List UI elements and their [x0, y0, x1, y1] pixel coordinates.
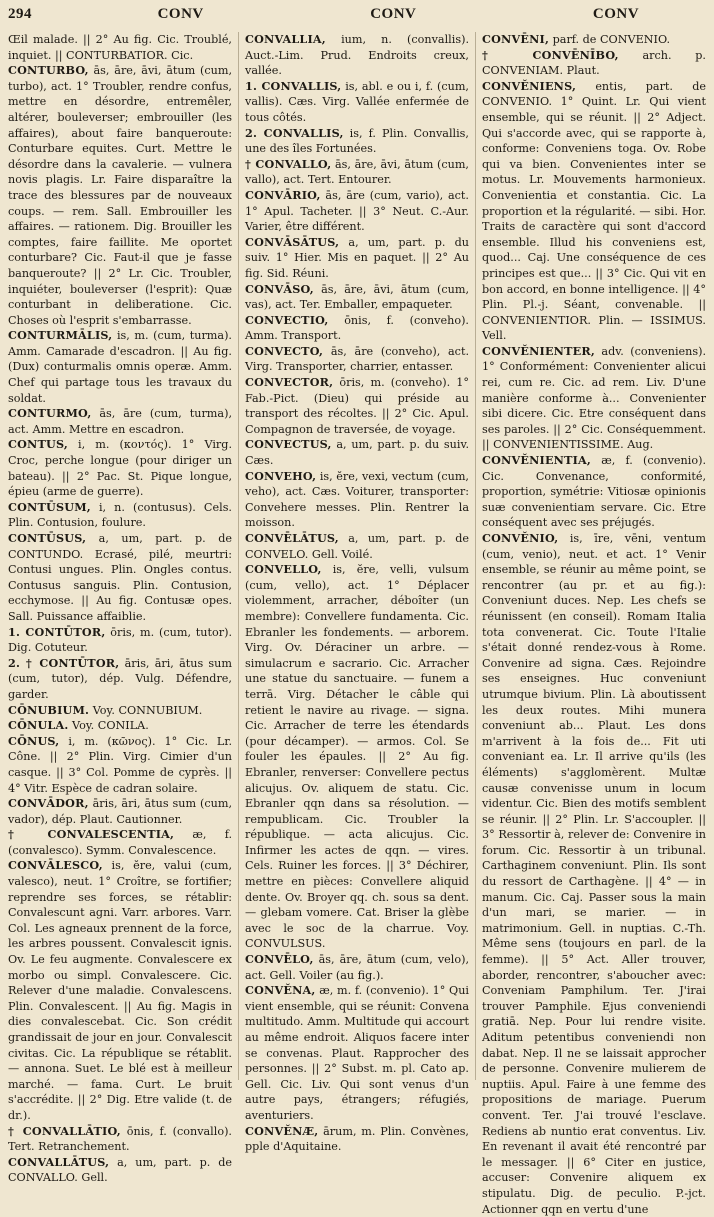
entry-definition: æ, f. (convalesco). Symm. Convalescence.: [8, 828, 232, 857]
dictionary-entry: [8, 734, 232, 796]
entry-headword: CONVECTUS,: [245, 437, 332, 452]
column-right: [475, 32, 707, 1216]
entry-headword: CONTURMO,: [8, 406, 92, 421]
dictionary-entry: [8, 796, 232, 827]
entry-definition: is, ĕre, valui (cum, valesco), neut. 1° Croître, se fortifier; reprendre ses forces, se rétablir: Convalescunt agni. Varr. arbores. Varr. Col. Les agneaux prennent de la force, les arbres poussent. Convalescit ignis. Ov. Le feu augmente. Convalescere ex morbo ou simpl. Convalescere. Cic. Relever d'une maladie. Convalescens. Plin. Convalescent. || Au fig. Magis in dies convalescebat. Cic. Son crédit grandissait de jour en jour. Convalescit civitas. Cic. La république se rétablit. — annona. Suet. Le blé est à meilleur marché. — fama. Curt. Le bruit s'accrédite. || 2° Dig. Etre valide (t. de dr.).: [8, 859, 233, 1122]
dictionary-entry: [482, 344, 706, 453]
dictionary-entry: [245, 469, 469, 531]
entry-headword: CONTURBO,: [8, 63, 89, 78]
page-number: 294: [8, 6, 32, 22]
entry-headword: CONVĔNIO,: [482, 531, 559, 545]
entry-headword: CONTŪSUM,: [8, 499, 91, 514]
entry-headword: CONVĀLESCO,: [8, 858, 103, 873]
entry-headword: 2. † CONTŪTOR,: [8, 655, 120, 670]
entry-headword: CONTURMĀLIS,: [8, 328, 113, 343]
entry-definition: is, f. Plin. Convallis, une des îles Fortunées.: [245, 126, 469, 156]
entry-definition: parf. de CONVENIO.: [552, 33, 671, 46]
dictionary-entry: [8, 63, 232, 328]
entry-headword: † CONVALLĀTIO,: [8, 1123, 121, 1138]
running-head-right: CONV: [592, 6, 640, 22]
dictionary-entry: [8, 1155, 232, 1186]
dictionary-entry: [8, 437, 232, 499]
entry-definition: i, n. (contusus). Cels. Plin. Contusion, foulure.: [8, 500, 232, 530]
entry-definition: arch. p. CONVENIAM. Plaut.: [482, 48, 706, 78]
dictionary-entry: [8, 858, 232, 1123]
dictionary-entry: [245, 188, 469, 235]
entry-headword: 1. CONTŪTOR,: [8, 624, 106, 639]
dictionary-entry: [8, 500, 232, 531]
dictionary-entry: [245, 1124, 469, 1155]
dictionary-entry: [482, 48, 706, 79]
dictionary-entry: [245, 375, 469, 437]
dictionary-entry: [245, 282, 469, 313]
entry-headword: CONVECTOR,: [245, 375, 334, 390]
entry-definition: a, um, part. p. de CONTUNDO. Ecrasé, pilé, meurtri: Contusi ungues. Plin. Ongles contus. Contusus sanguis. Plin. Contusion, ecchymose. || Au fig. Contusæ opes. Sall. Puissance affaiblie.: [8, 532, 232, 623]
dictionary-entry: [8, 703, 232, 719]
entry-definition: āris, āri, ātus sum (cum, vador), dép. Plaut. Cautionner.: [8, 797, 232, 826]
entry-headword: 2. CONVALLIS,: [245, 125, 344, 140]
dictionary-entry: [8, 531, 232, 625]
entry-headword: CONTUS,: [8, 437, 68, 452]
entry-definition: is, m. (cum, turma). Amm. Camarade d'escadron. || Au fig. (Dux) conturmalis omnis operæ. Amm. Chef qui partage tous les travaux du soldat.: [8, 329, 232, 405]
entry-headword: CONVĒLO,: [245, 952, 314, 967]
entry-headword: CONVĔNÆ,: [245, 1123, 319, 1138]
entry-headword: CONVĒLĀTUS,: [245, 531, 339, 545]
entry-definition: is, ĕre, velli, vulsum (cum, vello), act. 1° Déplacer violemment, arracher, déboîter (un membre): Convellere fundamenta. Cic. Ebranler les fondements. — arborem. Virg. Ov. Déraciner un arbre. — simulacrum e sacrario. Cic. Arracher une statue du sanctuaire. — funem a terrā. Virg. Détacher le câble qui retient le navire au rivage. — signa. Cic. Arracher de terre les étendards (pour décamper). — armos. Col. Se fouler les épaules. || 2° Au fig. Ebranler, renverser: Convellere pectus alicujus. Ov. aliquem de statu. Cic. Ebranler qqn dans sa résolution. — rempublicam. Cic. Troubler la république. — acta alicujus. Cic. Infirmer les actes de qqn. — vires. Cels. Ruiner les forces. || 3° Déchirer, mettre en pièces: Convellere aliquid dente. Ov. Broyer qq. ch. sous sa dent. — glebam vomere. Cat. Briser la glèbe avec le soc de la charrue. Voy. CONVULSUS.: [245, 563, 469, 951]
entry-definition: ōnis, f. (convallo). Tert. Retranchement.: [8, 1124, 232, 1154]
entry-headword: † CONVALLO,: [245, 156, 332, 171]
entry-headword: CONVEHO,: [245, 468, 317, 483]
entry-headword: CONVĔNIENS,: [482, 78, 577, 93]
entry-headword: CŌNUS,: [8, 733, 60, 748]
entry-definition: ōris, m. (conveho). 1° Fab.-Pict. (Dieu) qui préside au transport des récoltes. || 2° Cic. Apul. Compagnon de traversée, de voyage.: [245, 376, 469, 436]
entry-definition: is, īre, vēni, ventum (cum, venio), neut. et act. 1° Venir ensemble, se réunir au même point, se rencontrer (au pr. et au fig.): Conveniunt duces. Nep. Les chefs se réunissent (en conseil). Romam Italia tota convenerat. Cic. Toute l'Italie s'était donné rendez-vous à Rome. Convenire ad signa. Cæs. Rejoindre ses enseignes. Huc conveniunt utrumque bivium. Plin. Là aboutissent les deux routes. Mihi munera conveniunt ab... Plaut. Les dons m'arrivent à la fois de... Fit uti conveniant ea. Lr. Il arrive qu'ils (les éléments) s'agglomèrent. Multæ causæ convenisse unum in locum videntur. Cic. Bien des motifs semblent se réunir. || 2° Plin. Lr. S'accoupler. || 3° Ressortir à, relever de: Convenire in forum. Cic. Ressortir à un tribunal. Carthaginem conveniunt. Plin. Ils sont du ressort de Carthagène. || 4° — in manum. Cic. Caj. Passer sous la main d'un mari, se marier. — in matrimonium. Gell. in nuptias. C.-Th. Même sens (toujours en parl. de la femme). || 5° Act. Aller trouver, aborder, rencontrer, s'aboucher avec: Conveniam Pamphilum. Ter. J'irai trouver Pamphile. Ejus conveniendi gratiā. Nep. Pour lui rendre visite. Aditum petentibus conveniendi non dabat. Nep. Il ne se laissait approcher de personne. Convenire mulierem de nuptiis. Apul. Faire à une femme des propositions de mariage. Puerum convent. Ter. J'ai trouvé l'esclave. Rediens ab nuntio erat conventus. Liv. En revenant il avait été rencontré par le messager. || 6° Citer en justice, accuser: Convenire aliquem ex stipulatu. Dig. de peculio. P.-jct. Actionner qqn en vertu d'une: [482, 532, 707, 1216]
entry-definition: is, abl. e ou i, f. (cum, vallis). Cæs. Virg. Vallée enfermée de tous côtés.: [245, 79, 469, 124]
entry-headword: CONVĀDOR,: [8, 796, 89, 811]
entry-definition: a, um, part. p. du suiv. 1° Hier. Mis en paquet. || 2° Au fig. Sid. Réuni.: [245, 235, 469, 280]
dictionary-entry: [245, 437, 469, 468]
entry-definition: ōnis, f. (conveho). Amm. Transport.: [245, 313, 469, 343]
dictionary-entry: [245, 157, 469, 188]
entry-headword: CONVĔNA,: [245, 983, 316, 998]
dictionary-entry: [245, 235, 469, 282]
entry-headword: CŌNULA.: [8, 718, 69, 733]
entry-definition: ās, āre, āvi, ātum (cum, vas), act. Ter. Emballer, empaqueter.: [245, 282, 469, 312]
entry-headword: CONVALLĀTUS,: [8, 1154, 110, 1169]
entry-headword: CŌNUBIUM.: [8, 702, 90, 717]
entry-definition: ās, āre, āvi, ātum (cum, vallo), act. Tert. Entourer.: [245, 157, 469, 187]
entry-definition: Voy. CONNUBIUM.: [92, 703, 203, 717]
dictionary-entry: [8, 406, 232, 437]
entry-headword: 1. CONVALLIS,: [245, 78, 342, 93]
dictionary-entry: [8, 718, 232, 734]
dictionary-entry: [8, 656, 232, 703]
entry-headword: † CONVĒNĪBO,: [482, 47, 619, 62]
entry-definition: entis, part. de CONVENIO. 1° Quint. Lr. Qui vient ensemble, qui se réunit. || 2° Adject. Qui s'accorde avec, qui se rapporte à, conforme: Conveniens toga. Ov. Robe qui va bien. Convenientes inter se motus. Lr. Mouvements harmonieux. Convenientia et constantia. Cic. La proportion et la régularité. — sibi. Hor. Traits de caractère qui sont d'accord ensemble. Illud his conveniens est, quod... Caj. Une conséquence de ces principes est que... || 3° Cic. Qui vit en bon accord, en bonne intelligence. || 4° Plin. Pl.-j. Séant, convenable. || CONVENIENTIOR. Plin. — ISSIMUS. Vell.: [482, 79, 706, 343]
entry-definition: æ, m. f. (convenio). 1° Qui vient ensemble, qui se réunit: Convena multitudo. Amm. Multitude qui accourt au même endroit. Aliquos facere inter se convenas. Plaut. Rapprocher des personnes. || 2° Subst. m. pl. Cato ap. Gell. Cic. Liv. Qui sont venus d'un autre pays, étrangers; réfugiés, aventuriers.: [245, 984, 469, 1122]
running-head-left: CONV: [157, 6, 204, 22]
entry-definition: a, um, part. p. de CONVELO. Gell. Voilé.: [245, 532, 469, 561]
running-head-center: CONV: [370, 6, 417, 22]
entry-definition: ium, n. (convallis). Auct.-Lim. Prud. Endroits creux, vallée.: [245, 33, 469, 78]
entry-definition: adv. (conveniens). 1° Conformément: Convenienter alicui rei, cum re. Cic. ad rem. Liv. D'une manière conforme à... Convenienter sibi dicere. Cic. Etre conséquent dans ses paroles. || 2° Cic. Conséquemment. || CONVENIENTISSIME. Aug.: [482, 344, 707, 452]
dictionary-entry: [8, 827, 232, 858]
entry-headword: CONVECTIO,: [245, 312, 329, 327]
entry-definition: ās, āre (cum, vario), act. 1° Apul. Tacheter. || 3° Neut. C.-Aur. Varier, être différent.: [245, 188, 469, 234]
entry-headword: CONVECTO,: [245, 343, 324, 358]
entry-definition: ārum, m. Plin. Convènes, pple d'Aquitaine.: [245, 1124, 469, 1154]
entry-definition: Œil malade. || 2° Au fig. Cic. Troublé, inquiet. || CONTURBATIOR. Cic.: [8, 33, 232, 62]
entry-definition: a, um, part. p. du suiv. Cæs.: [245, 438, 470, 468]
dictionary-entry: [245, 79, 469, 126]
dictionary-entry: [245, 32, 469, 79]
columns-container: [8, 32, 707, 1216]
dictionary-entry: [245, 952, 469, 983]
dictionary-entry: [245, 562, 469, 952]
entry-headword: † CONVALESCENTIA,: [8, 827, 175, 842]
column-middle: [238, 32, 470, 1154]
entry-definition: æ, f. (convenio). Cic. Convenance, conformité, proportion, symétrie: Vitiosæ opinionis suæ convenientiam servare. Cic. Etre conséquent avec ses préjugés.: [482, 454, 706, 530]
entry-definition: i, m. (κῶνος). 1° Cic. Lr. Cône. || 2° Plin. Virg. Cimier d'un casque. || 3° Col. Pomme de cyprès. || 4° Vitr. Espèce de cadran solaire.: [8, 734, 232, 795]
entry-headword: CONVĀSO,: [245, 281, 314, 296]
page-header: [8, 6, 706, 32]
entry-headword: CONVĀRIO,: [245, 187, 321, 202]
entry-headword: CONVĀSĀTUS,: [245, 234, 340, 249]
dictionary-entry: [482, 531, 706, 1217]
dictionary-entry: [245, 983, 469, 1123]
dictionary-entry: [482, 32, 706, 48]
dictionary-entry: [245, 344, 469, 375]
entry-definition: ōris, m. (cum, tutor). Dig. Cotuteur.: [8, 625, 232, 655]
dictionary-entry: [8, 32, 232, 63]
entry-definition: is, ĕre, vexi, vectum (cum, veho), act. Cæs. Voiturer, transporter: Convehere messes. Plin. Rentrer la moisson.: [245, 469, 469, 530]
entry-headword: CONVELLO,: [245, 562, 322, 577]
dictionary-entry: [245, 313, 469, 344]
entry-definition: ās, āre, āvi, ātum (cum, turbo), act. 1° Troubler, rendre confus, mettre en désordre, entremêler, altérer, bouleverser; embrouiller (les affaires), about faire banqueroute: Conturbare equites. Curt. Mettre le désordre dans la cavalerie. — vulnera novis plagis. Lr. Faire disparaître la trace des blessures par de nouveaux coups. — rem. Sall. Embrouiller les affaires. — rationem. Dig. Brouiller les comptes, faire faillite. Me oportet conturbare? Cic. Faut-il que je fasse banqueroute? || 2° Lr. Cic. Troubler, inquiéter, bouleverser (l'esprit): Quæ conturbant in deliberatione. Cic. Choses où l'esprit s'embarrasse.: [8, 64, 232, 327]
entry-headword: CONVĒNI,: [482, 32, 550, 46]
entry-definition: i, m. (κοντός). 1° Virg. Croc, perche longue (pour diriger un bateau). || 2° Pac. St. Pique longue, épieu (arme de guerre).: [8, 438, 232, 499]
dictionary-entry: [482, 79, 706, 344]
entry-definition: ās, āre (cum, turma), act. Amm. Mettre en escadron.: [8, 407, 232, 436]
dictionary-entry: [8, 1124, 232, 1155]
dictionary-entry: [482, 453, 706, 531]
entry-headword: CONVĔNIENTIA,: [482, 453, 592, 468]
entry-definition: a, um, part. p. de CONVALLO. Gell.: [8, 1155, 232, 1185]
entry-headword: CONVALLIA,: [245, 32, 326, 46]
dictionary-entry: [245, 531, 469, 562]
column-left: [8, 32, 233, 1185]
entry-definition: ās, āre, ātum (cum, velo), act. Gell. Voiler (au fig.).: [245, 953, 469, 982]
dictionary-entry: [245, 126, 469, 157]
entry-definition: Voy. CONILA.: [72, 719, 149, 733]
entry-definition: ās, āre (conveho), act. Virg. Transporter, charrier, entasser.: [245, 344, 469, 374]
entry-headword: CONTŪSUS,: [8, 531, 87, 545]
entry-headword: CONVĔNIENTER,: [482, 343, 595, 358]
dictionary-entry: [8, 328, 232, 406]
entry-definition: āris, āri, ātus sum (cum, tutor), dép. Vulg. Défendre, garder.: [8, 656, 232, 701]
dictionary-entry: [8, 625, 232, 656]
